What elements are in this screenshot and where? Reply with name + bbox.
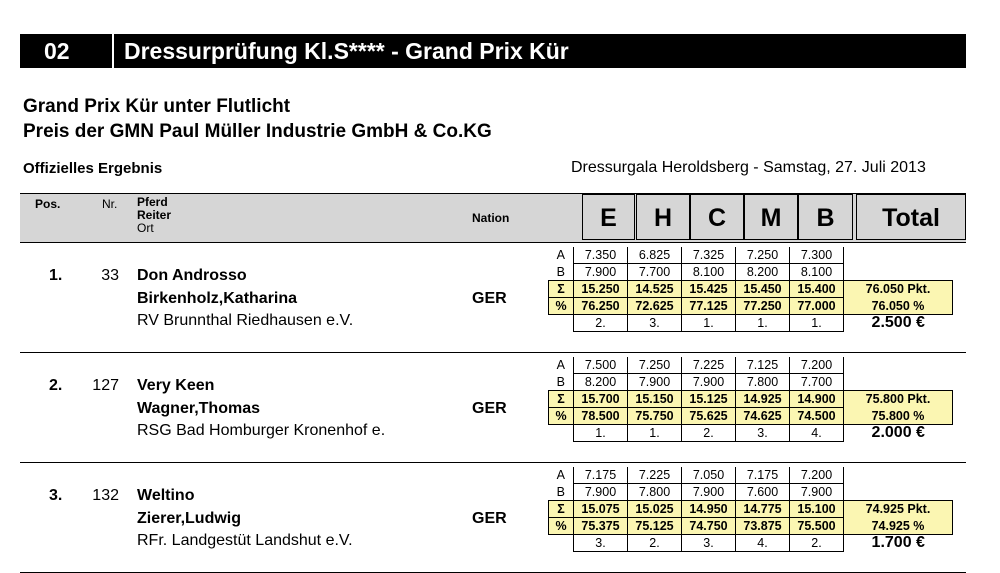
score-cell: 3. <box>574 535 628 552</box>
score-cell: 7.200 <box>790 467 844 484</box>
score-cell: 7.125 <box>736 357 790 374</box>
row-label-pct: % <box>549 518 574 535</box>
row-label-sum: Σ <box>549 281 574 298</box>
judge-header-c: C <box>690 194 744 240</box>
score-cell: 75.750 <box>628 408 682 425</box>
score-cell: 6.825 <box>628 247 682 264</box>
score-cell: 15.450 <box>736 281 790 298</box>
score-cell: 78.500 <box>574 408 628 425</box>
row-label-pct: % <box>549 298 574 315</box>
prize-money: 2.500 € <box>871 314 925 332</box>
score-cell: 14.775 <box>736 501 790 518</box>
row-label-b: B <box>549 264 574 281</box>
score-cell: 14.950 <box>682 501 736 518</box>
score-cell: 77.000 <box>790 298 844 315</box>
score-cell: 1. <box>628 425 682 442</box>
score-cell: 7.050 <box>682 467 736 484</box>
horse-name: Very Keen <box>137 377 215 394</box>
prize-money: 2.000 € <box>871 424 925 442</box>
start-number: 132 <box>92 487 119 504</box>
row-label-a: A <box>549 247 574 264</box>
score-cell: 7.900 <box>574 264 628 281</box>
score-cell: 1. <box>682 315 736 332</box>
score-cell: 14.925 <box>736 391 790 408</box>
score-cell: 15.100 <box>790 501 844 518</box>
score-cell: 15.700 <box>574 391 628 408</box>
total-points: 74.925 Pkt. <box>844 501 953 518</box>
score-cell: 2. <box>790 535 844 552</box>
row-label-pct: % <box>549 408 574 425</box>
score-cell: 8.100 <box>682 264 736 281</box>
position: 1. <box>49 267 63 284</box>
competition-title: Dressurprüfung Kl.S**** - Grand Prix Kür <box>124 38 569 64</box>
header-nation: Nation <box>472 211 510 225</box>
score-cell: 75.625 <box>682 408 736 425</box>
result-row <box>20 243 966 353</box>
score-grid <box>548 467 953 552</box>
total-percent: 75.800 % <box>844 408 953 425</box>
score-cell: 7.175 <box>574 467 628 484</box>
score-cell: 74.750 <box>682 518 736 535</box>
score-cell: 1. <box>574 425 628 442</box>
subtitle-line-2: Preis der GMN Paul Müller Industrie GmbH & Co.KG <box>23 121 492 142</box>
nation: GER <box>472 290 507 307</box>
score-cell: 4. <box>790 425 844 442</box>
score-cell: 4. <box>736 535 790 552</box>
start-number: 127 <box>92 377 119 394</box>
header-ort: Ort <box>137 221 154 235</box>
header-horse-rider <box>137 196 171 235</box>
row-label-b: B <box>549 484 574 501</box>
score-cell: 15.075 <box>574 501 628 518</box>
score-cell: 73.875 <box>736 518 790 535</box>
score-cell: 7.200 <box>790 357 844 374</box>
judge-header-m: M <box>744 194 798 240</box>
position: 3. <box>49 487 63 504</box>
score-cell: 15.250 <box>574 281 628 298</box>
score-cell: 77.250 <box>736 298 790 315</box>
score-cell: 7.300 <box>790 247 844 264</box>
score-cell: 14.525 <box>628 281 682 298</box>
club-name: RSG Bad Homburger Kronenhof e. <box>137 422 386 439</box>
score-cell: 74.500 <box>790 408 844 425</box>
rider-name: Wagner,Thomas <box>137 400 260 417</box>
total-points: 75.800 Pkt. <box>844 391 953 408</box>
competition-number: 02 <box>44 38 70 64</box>
total-percent: 76.050 % <box>844 298 953 315</box>
row-label-sum: Σ <box>549 391 574 408</box>
event-info: Dressurgala Heroldsberg - Samstag, 27. Juli 2013 <box>571 159 926 176</box>
score-cell: 7.225 <box>682 357 736 374</box>
position: 2. <box>49 377 63 394</box>
total-percent: 74.925 % <box>844 518 953 535</box>
score-cell: 7.600 <box>736 484 790 501</box>
official-result-label: Offizielles Ergebnis <box>23 160 163 177</box>
header-pferd: Pferd <box>137 195 168 209</box>
row-label-a: A <box>549 357 574 374</box>
score-cell: 7.325 <box>682 247 736 264</box>
result-row <box>20 353 966 463</box>
score-cell: 3. <box>628 315 682 332</box>
score-cell: 76.250 <box>574 298 628 315</box>
score-cell: 7.800 <box>628 484 682 501</box>
score-cell: 15.025 <box>628 501 682 518</box>
total-header: Total <box>856 194 966 240</box>
header-reiter: Reiter <box>137 208 172 222</box>
score-cell: 75.375 <box>574 518 628 535</box>
score-cell: 72.625 <box>628 298 682 315</box>
score-grid <box>548 247 953 332</box>
score-cell: 2. <box>574 315 628 332</box>
rider-name: Zierer,Ludwig <box>137 510 242 527</box>
score-cell: 8.200 <box>574 374 628 391</box>
score-cell: 1. <box>790 315 844 332</box>
score-cell: 3. <box>736 425 790 442</box>
judge-header-h: H <box>636 194 690 240</box>
nation: GER <box>472 510 507 527</box>
score-grid <box>548 357 953 442</box>
start-number: 33 <box>101 267 119 284</box>
score-cell: 7.900 <box>574 484 628 501</box>
title-divider <box>112 34 114 68</box>
score-cell: 8.200 <box>736 264 790 281</box>
score-cell: 7.900 <box>682 374 736 391</box>
horse-name: Weltino <box>137 487 195 504</box>
score-cell: 7.500 <box>574 357 628 374</box>
title-bar <box>20 34 966 68</box>
score-cell: 15.125 <box>682 391 736 408</box>
score-cell: 15.400 <box>790 281 844 298</box>
score-cell: 7.900 <box>628 374 682 391</box>
score-cell: 14.900 <box>790 391 844 408</box>
score-cell: 15.425 <box>682 281 736 298</box>
score-cell: 7.800 <box>736 374 790 391</box>
horse-name: Don Androsso <box>137 267 247 284</box>
prize-money: 1.700 € <box>871 534 925 552</box>
club-name: RV Brunnthal Riedhausen e.V. <box>137 312 354 329</box>
row-label-sum: Σ <box>549 501 574 518</box>
score-cell: 15.150 <box>628 391 682 408</box>
nation: GER <box>472 400 507 417</box>
judge-header-b: B <box>798 194 853 240</box>
score-cell: 7.175 <box>736 467 790 484</box>
score-cell: 75.500 <box>790 518 844 535</box>
score-cell: 77.125 <box>682 298 736 315</box>
score-cell: 2. <box>628 535 682 552</box>
total-points: 76.050 Pkt. <box>844 281 953 298</box>
score-cell: 7.700 <box>628 264 682 281</box>
score-cell: 7.225 <box>628 467 682 484</box>
score-cell: 74.625 <box>736 408 790 425</box>
rider-name: Birkenholz,Katharina <box>137 290 298 307</box>
club-name: RFr. Landgestüt Landshut e.V. <box>137 532 353 549</box>
score-cell: 3. <box>682 535 736 552</box>
score-cell: 7.900 <box>682 484 736 501</box>
subtitle-line-1: Grand Prix Kür unter Flutlicht <box>23 96 291 117</box>
header-pos: Pos. <box>35 197 61 211</box>
result-row <box>20 463 966 573</box>
judge-header-e: E <box>582 194 635 240</box>
score-cell: 7.250 <box>736 247 790 264</box>
score-cell: 7.250 <box>628 357 682 374</box>
score-cell: 7.900 <box>790 484 844 501</box>
score-cell: 7.350 <box>574 247 628 264</box>
header-nr: Nr. <box>102 197 118 211</box>
score-cell: 75.125 <box>628 518 682 535</box>
score-cell: 7.700 <box>790 374 844 391</box>
score-cell: 8.100 <box>790 264 844 281</box>
score-cell: 2. <box>682 425 736 442</box>
row-label-a: A <box>549 467 574 484</box>
row-label-b: B <box>549 374 574 391</box>
score-cell: 1. <box>736 315 790 332</box>
